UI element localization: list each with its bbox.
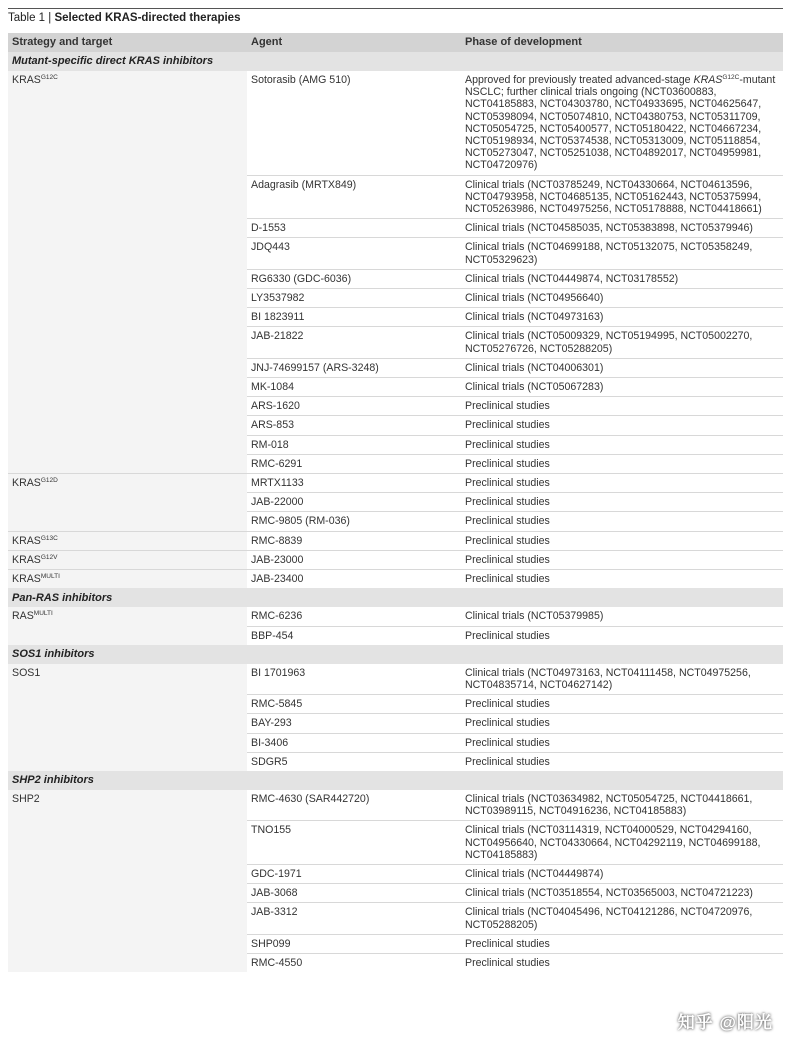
cell-agent: JAB-21822 [247, 327, 461, 358]
cell-target [8, 308, 247, 327]
cell-agent: RMC-4630 (SAR442720) [251, 792, 370, 805]
section-title: Pan-RAS inhibitors [8, 588, 783, 607]
cell-phase: Preclinical studies [461, 953, 783, 972]
cell-target [8, 884, 247, 903]
section-title: SOS1 inhibitors [8, 645, 783, 664]
cell-agent: SDGR5 [247, 752, 461, 771]
table-header-row [8, 33, 783, 52]
cell-phase: Preclinical studies [461, 416, 783, 435]
section-title: Mutant-specific direct KRAS inhibitors [8, 52, 783, 71]
cell-phase: Preclinical studies [461, 695, 783, 714]
cell-agent: SHP099 [247, 934, 461, 953]
table-row [8, 884, 783, 903]
cell-agent: Sotorasib (AMG 510) [251, 74, 351, 86]
cell-target [8, 903, 247, 934]
therapies-table [8, 33, 783, 972]
table-row [8, 416, 783, 435]
cell-phase: Clinical trials (NCT04973163) [461, 308, 783, 327]
table-row [8, 493, 783, 512]
table-row [8, 531, 783, 550]
cell-agent: JAB-3312 [247, 903, 461, 934]
cell-phase: Clinical trials (NCT04449874, NCT03178552) [461, 269, 783, 288]
section-header-row [8, 588, 783, 607]
cell-phase: Preclinical studies [461, 454, 783, 473]
table-row [8, 454, 783, 473]
target-name: KRAS [12, 573, 41, 586]
table-row [8, 607, 783, 626]
cell-target [8, 416, 247, 435]
cell-target [8, 626, 247, 645]
cell-target [8, 512, 247, 531]
cell-target [8, 397, 247, 416]
cell-agent: ARS-1620 [247, 397, 461, 416]
top-rule [8, 8, 783, 9]
section-header-row [8, 52, 783, 71]
cell-phase: Clinical trials (NCT04045496, NCT04121286, NCT04720976, NCT05288205) [461, 903, 783, 934]
table-row [8, 512, 783, 531]
header-phase: Phase of development [461, 33, 783, 52]
cell-phase: Preclinical studies [461, 570, 783, 589]
cell-agent: RG6330 (GDC-6036) [247, 269, 461, 288]
table-caption: Table 1 | Selected KRAS-directed therapies [8, 12, 241, 24]
cell-target [8, 175, 247, 219]
target-name: KRAS [12, 534, 41, 547]
section-header-row [8, 771, 783, 790]
table-row [8, 435, 783, 454]
cell-target [8, 864, 247, 883]
table-row [8, 175, 783, 219]
cell-agent: JNJ-74699157 (ARS-3248) [247, 358, 461, 377]
cell-phase: Preclinical studies [461, 714, 783, 733]
target-superscript: G12D [40, 477, 58, 485]
table-row [8, 864, 783, 883]
cell-target [8, 607, 247, 626]
cell-target [8, 550, 247, 569]
cell-phase: Clinical trials (NCT04956640) [461, 289, 783, 308]
cell-phase: Clinical trials (NCT04699188, NCT05132075, NCT05358249, NCT05329623) [461, 238, 783, 269]
cell-phase: Preclinical studies [461, 512, 783, 531]
cell-target [8, 953, 247, 972]
section-header-row [8, 645, 783, 664]
table-row [8, 752, 783, 771]
table-row [8, 269, 783, 288]
cell-agent: JAB-23400 [247, 570, 461, 589]
table-row [8, 934, 783, 953]
cell-agent: JDQ443 [247, 238, 461, 269]
cell-agent: RM-018 [247, 435, 461, 454]
caption-title: Selected KRAS-directed therapies [54, 12, 241, 24]
cell-agent: JAB-3068 [247, 884, 461, 903]
target-name: KRAS [12, 477, 41, 490]
table-row [8, 570, 783, 589]
cell-target [8, 289, 247, 308]
cell-agent: MRTX1133 [247, 474, 461, 493]
cell-target [8, 219, 247, 238]
table-row [8, 289, 783, 308]
cell-target [8, 752, 247, 771]
table-row [8, 626, 783, 645]
table-row [8, 903, 783, 934]
target-superscript: MULTI [40, 573, 60, 581]
cell-agent: Adagrasib (MRTX849) [247, 175, 461, 219]
cell-agent: TNO155 [247, 821, 461, 865]
cell-agent: RMC-9805 (RM-036) [247, 512, 461, 531]
table-row [8, 219, 783, 238]
cell-agent: MK-1084 [247, 378, 461, 397]
cell-agent: BBP-454 [247, 626, 461, 645]
cell-phase: Clinical trials (NCT04585035, NCT05383898, NCT05379946) [461, 219, 783, 238]
table-row [8, 695, 783, 714]
cell-agent: RMC-4550 [247, 953, 461, 972]
cell-phase: Clinical trials (NCT05379985) [465, 610, 604, 623]
cell-phase: Clinical trials (NCT04973163, NCT04111458, NCT04975256, NCT04835714, NCT04627142) [465, 666, 751, 691]
cell-target [8, 454, 247, 473]
cell-agent: JAB-22000 [247, 493, 461, 512]
cell-phase: Preclinical studies [461, 550, 783, 569]
cell-target [8, 570, 247, 589]
cell-target [8, 269, 247, 288]
table-row [8, 714, 783, 733]
table-row [8, 474, 783, 493]
target-superscript: MULTI [33, 610, 53, 618]
cell-target [8, 327, 247, 358]
target-name: KRAS [12, 74, 41, 86]
cell-phase: Clinical trials (NCT03634982, NCT05054725, NCT04418661, NCT03989115, NCT04916236, NCT04185883) [465, 792, 753, 818]
table-row [8, 358, 783, 377]
cell-agent: RMC-6236 [251, 610, 303, 623]
cell-target [8, 821, 247, 865]
cell-phase: Preclinical studies [461, 733, 783, 752]
target-name: SHP2 [12, 792, 40, 805]
header-agent: Agent [247, 33, 461, 52]
target-name: KRAS [12, 553, 41, 566]
target-superscript: G12V [40, 553, 58, 561]
cell-agent: BI 1823911 [247, 308, 461, 327]
cell-phase: Preclinical studies [461, 474, 783, 493]
table-row [8, 378, 783, 397]
cell-target [8, 695, 247, 714]
cell-phase: Preclinical studies [461, 752, 783, 771]
cell-target [8, 378, 247, 397]
watermark: 知乎 @阳光 [677, 1013, 773, 1032]
table-body [8, 52, 783, 972]
cell-agent: GDC-1971 [247, 864, 461, 883]
table-row [8, 550, 783, 569]
cell-target [8, 733, 247, 752]
cell-phase: Preclinical studies [461, 531, 783, 550]
cell-phase: Clinical trials (NCT04449874) [461, 864, 783, 883]
cell-phase: Clinical trials (NCT03114319, NCT04000529, NCT04294160, NCT04956640, NCT04330664, NCT04292119, NCT04699188, NCT04185883) [461, 821, 783, 865]
header-target: Strategy and target [8, 33, 247, 52]
table-row [8, 327, 783, 358]
cell-phase: Preclinical studies [461, 493, 783, 512]
cell-target [8, 493, 247, 512]
table-row [8, 733, 783, 752]
table-row [8, 790, 783, 821]
cell-phase: Clinical trials (NCT05009329, NCT05194995, NCT05002270, NCT05276726, NCT05288205) [461, 327, 783, 358]
cell-agent: BAY-293 [247, 714, 461, 733]
cell-target [8, 238, 247, 269]
cell-phase: Preclinical studies [461, 934, 783, 953]
cell-target [8, 531, 247, 550]
cell-agent: RMC-6291 [247, 454, 461, 473]
cell-target [8, 435, 247, 454]
cell-phase: Preclinical studies [461, 397, 783, 416]
caption-label: Table 1 [8, 12, 46, 24]
target-name: SOS1 [12, 666, 41, 679]
cell-phase: Preclinical studies [461, 626, 783, 645]
section-title: SHP2 inhibitors [8, 771, 783, 790]
target-superscript: G12C [40, 74, 58, 81]
cell-target [8, 790, 247, 821]
cell-agent: JAB-23000 [247, 550, 461, 569]
table-row [8, 953, 783, 972]
cell-agent: BI-3406 [247, 733, 461, 752]
cell-target [8, 358, 247, 377]
table-row [8, 821, 783, 865]
cell-phase: Clinical trials (NCT03518554, NCT03565003, NCT04721223) [461, 884, 783, 903]
cell-target [8, 71, 247, 175]
cell-agent: D-1553 [247, 219, 461, 238]
cell-agent: ARS-853 [247, 416, 461, 435]
cell-agent: LY3537982 [247, 289, 461, 308]
cell-phase: Clinical trials (NCT04006301) [461, 358, 783, 377]
table-row [8, 71, 783, 175]
cell-phase: Clinical trials (NCT05067283) [461, 378, 783, 397]
cell-phase: Clinical trials (NCT03785249, NCT04330664, NCT04613596, NCT04793958, NCT04685135, NCT05162443, NCT05375994, NCT05263986, NCT04975256, NCT05178888, NCT04418661) [461, 175, 783, 219]
cell-target [8, 714, 247, 733]
cell-agent: RMC-8839 [247, 531, 461, 550]
cell-target [8, 474, 247, 493]
cell-target [8, 934, 247, 953]
cell-phase: Preclinical studies [461, 435, 783, 454]
table-row [8, 397, 783, 416]
cell-target [8, 664, 247, 695]
table-row [8, 664, 783, 695]
cell-agent: BI 1701963 [251, 666, 306, 679]
table-row [8, 308, 783, 327]
target-superscript: G13C [40, 534, 58, 542]
cell-agent: RMC-5845 [247, 695, 461, 714]
cell-phase: Approved for previously treated advanced-stage $KRAS^{G12C}$-mutant NSCLC; further clinical trials ongoing (NCT03600883, NCT04185883, NCT04303780, NCT04933695, NCT04625647, NCT05398094, NCT05074810, NCT04380753, NCT05311709, NCT05054725, NCT05400577, NCT05180422, NCT04667234, NCT05198934, NCT05374538, NCT05313009, NCT05118854, NCT05273047, NCT05251038, NCT04892017, NCT04959981, NCT04720976) [465, 74, 776, 172]
target-name: RAS [12, 610, 34, 623]
table-row [8, 238, 783, 269]
